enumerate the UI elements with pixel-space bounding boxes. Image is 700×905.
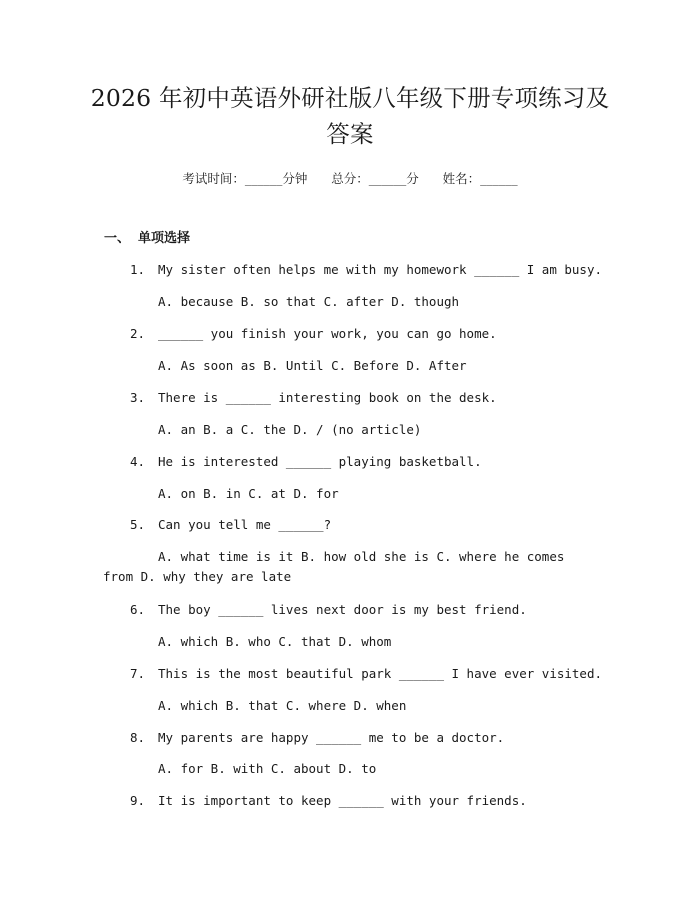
question-5 (130, 516, 331, 534)
question-number: 7. (130, 666, 146, 681)
question-number: 4. (130, 454, 146, 469)
question-text: My sister often helps me with my homework ______ I am busy. (158, 262, 603, 277)
question-text: Can you tell me ______? (158, 517, 332, 532)
question-7-options: A. which B. that C. where D. when (158, 698, 407, 713)
question-number: 3. (130, 390, 146, 405)
question-1 (130, 261, 602, 279)
question-2 (130, 325, 497, 343)
question-7 (130, 665, 602, 683)
question-number: 6. (130, 602, 146, 617)
question-number: 8. (130, 730, 146, 745)
question-5-options: A. what time is it B. how old she is C. where he comes from D. why they are late (103, 549, 565, 584)
question-8-options: A. for B. with C. about D. to (158, 761, 377, 776)
question-text: ______ you finish your work, you can go home. (158, 326, 497, 341)
question-4-options: A. on B. in C. at D. for (158, 486, 339, 501)
question-text: He is interested ______ playing basketball. (158, 454, 482, 469)
question-1-options: A. because B. so that C. after D. though (158, 294, 460, 309)
exam-info-line: 考试时间：______分钟 总分：______分 姓名：______ (182, 171, 518, 186)
question-number: 2. (130, 326, 146, 341)
question-text: The boy ______ lives next door is my best friend. (158, 602, 527, 617)
question-number: 1. (130, 262, 146, 277)
question-text: It is important to keep ______ with your friends. (158, 793, 527, 808)
question-3 (130, 389, 497, 407)
document-title: 2026 年初中英语外研社版八年级下册专项练习及答案 (90, 84, 610, 148)
question-number: 9. (130, 793, 146, 808)
section-number: 一、 (104, 231, 131, 246)
question-2-options: A. As soon as B. Until C. Before D. After (158, 358, 467, 373)
question-text: This is the most beautiful park ______ I have ever visited. (158, 666, 603, 681)
question-text: There is ______ interesting book on the desk. (158, 390, 497, 405)
section-title: 单项选择 (138, 231, 191, 246)
question-9 (130, 792, 527, 810)
question-6-options: A. which B. who C. that D. whom (158, 634, 392, 649)
question-6 (130, 601, 527, 619)
question-3-options: A. an B. a C. the D. / (no article) (158, 422, 422, 437)
question-4 (130, 453, 482, 471)
question-number: 5. (130, 517, 146, 532)
question-8 (130, 729, 504, 747)
question-text: My parents are happy ______ me to be a doctor. (158, 730, 505, 745)
section-heading (104, 230, 190, 248)
